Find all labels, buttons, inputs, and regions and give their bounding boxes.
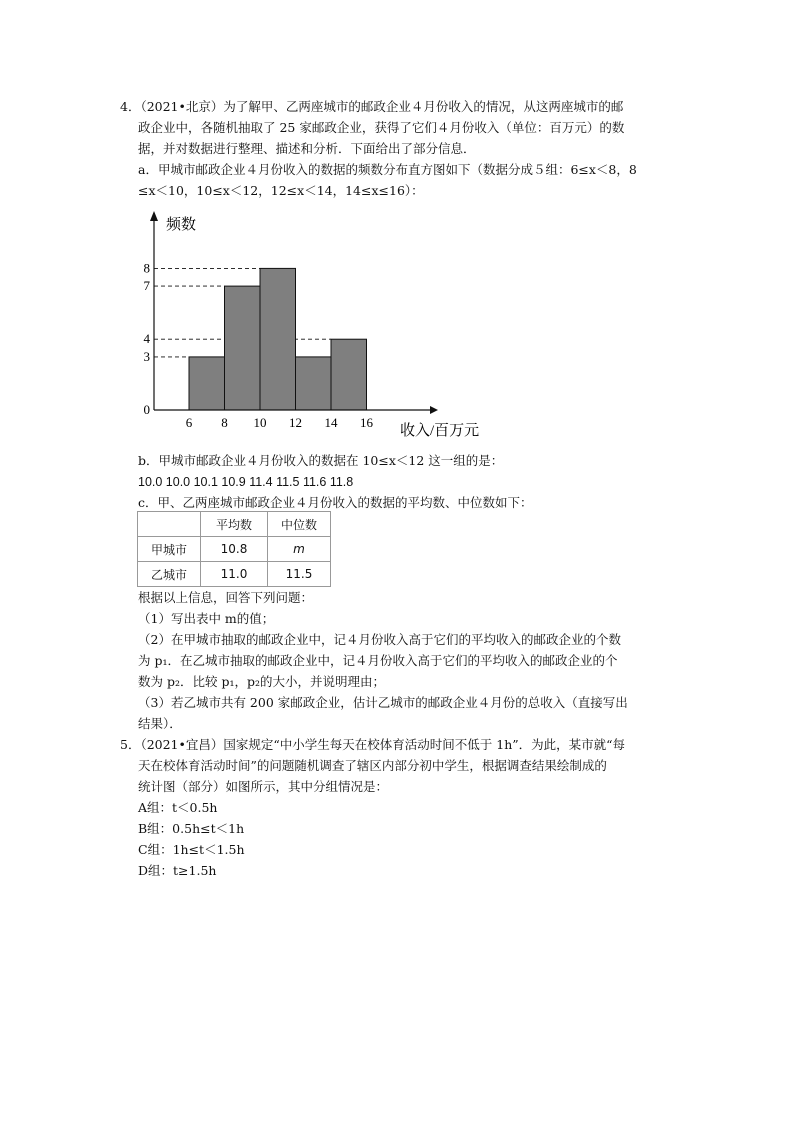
q5-group-d: D组：t≥1.5h: [138, 863, 217, 878]
table-header-cell: [138, 512, 201, 537]
stats-table: [137, 511, 331, 587]
q4-question-3-line-2: 结果）．: [138, 716, 182, 731]
histogram-bar: [189, 357, 225, 410]
x-axis-label: 收入/百万元: [400, 423, 480, 439]
table-header-cell: 平均数: [201, 512, 268, 537]
q5-line-1: 5．（2021•宜昌）国家规定“中小学生每天在校体育活动时间不低于 1h”．为此，某市就“每: [120, 737, 626, 752]
x-tick-label: 10: [253, 415, 267, 430]
x-tick-label: 8: [221, 415, 228, 430]
y-tick-label: 0: [143, 402, 150, 417]
q4-question-2-line-1: （2）在甲城市抽取的邮政企业中，记４月份收入高于它们的平均收入的邮政企业的个数: [138, 632, 621, 647]
x-axis-arrow: [430, 406, 438, 414]
table-cell: 甲城市: [138, 537, 201, 562]
q5-group-c: C组：1h≤t＜1.5h: [138, 842, 245, 857]
table-cell: 乙城市: [138, 562, 201, 587]
q4-question-3-line-1: （3）若乙城市共有 200 家邮政企业，估计乙城市的邮政企业４月份的总收入（直接写出: [138, 695, 628, 710]
y-tick-label: 4: [143, 331, 150, 347]
y-axis-label: 频数: [166, 217, 197, 233]
y-tick-label: 8: [143, 260, 150, 276]
q4-intro: 根据以上信息，回答下列问题：: [138, 590, 314, 605]
table-row: [138, 562, 331, 587]
x-tick-label: 12: [289, 415, 302, 430]
table-cell: 11.5: [268, 562, 331, 587]
table-row: [138, 537, 331, 562]
q4-question-1: （1）写出表中 m的值；: [138, 611, 275, 626]
x-tick-label: 6: [185, 415, 193, 430]
q4-part-a-line-2: ≤x＜10，10≤x＜12，12≤x＜14，14≤x≤16）：: [138, 183, 424, 198]
histogram-chart: [130, 205, 480, 445]
table-header-row: [138, 512, 331, 537]
y-axis-arrow: [150, 211, 158, 221]
q5-group-b: B组：0.5h≤t＜1h: [138, 821, 245, 836]
q4-line-3: 据，并对数据进行整理、描述和分析．下面给出了部分信息．: [138, 141, 476, 156]
y-tick-label: 7: [143, 278, 150, 294]
table-header-cell: 中位数: [268, 512, 331, 537]
q4-question-2-line-2: 为 p₁．在乙城市抽取的邮政企业中，记４月份收入高于它们的平均收入的邮政企业的个: [138, 653, 618, 668]
q5-line-3: 统计图（部分）如图所示，其中分组情况是：: [138, 779, 389, 794]
q4-line-1: 4．（2021•北京）为了解甲、乙两座城市的邮政企业４月份收入的情况，从这两座城市的邮: [120, 99, 624, 114]
table-cell: 11.0: [201, 562, 268, 587]
x-tick-label: 14: [324, 415, 338, 430]
q4-part-a-line-1: a．甲城市邮政企业４月份收入的数据的频数分布直方图如下（数据分成５组：6≤x＜8，8: [138, 162, 637, 177]
histogram-bar: [331, 339, 367, 410]
histogram-bar: [225, 286, 261, 410]
histogram-bar: [260, 268, 296, 410]
table-cell: 10.8: [201, 537, 268, 562]
y-tick-label: 3: [143, 348, 150, 364]
histogram-bar: [296, 357, 332, 410]
q4-line-2: 政企业中，各随机抽取了 25 家邮政企业，获得了它们４月份收入（单位：百万元）的数: [138, 120, 625, 135]
x-tick-label: 16: [360, 415, 373, 430]
q5-group-a: A组：t＜0.5h: [138, 800, 218, 815]
q4-part-b-data: 10.0 10.0 10.1 10.9 11.4 11.5 11.6 11.8: [138, 475, 354, 489]
q5-line-2: 天在校体育活动时间”的问题随机调查了辖区内部分初中学生，根据调查结果绘制成的: [138, 758, 607, 773]
q4-question-2-line-3: 数为 p₂．比较 p₁，p₂的大小，并说明理由；: [138, 674, 385, 689]
table-cell: m: [268, 537, 331, 562]
q4-part-c-line: c．甲、乙两座城市邮政企业４月份收入的数据的平均数、中位数如下：: [138, 495, 533, 510]
q4-part-b-line: b．甲城市邮政企业４月份收入的数据在 10≤x＜12 这一组的是：: [138, 453, 504, 468]
